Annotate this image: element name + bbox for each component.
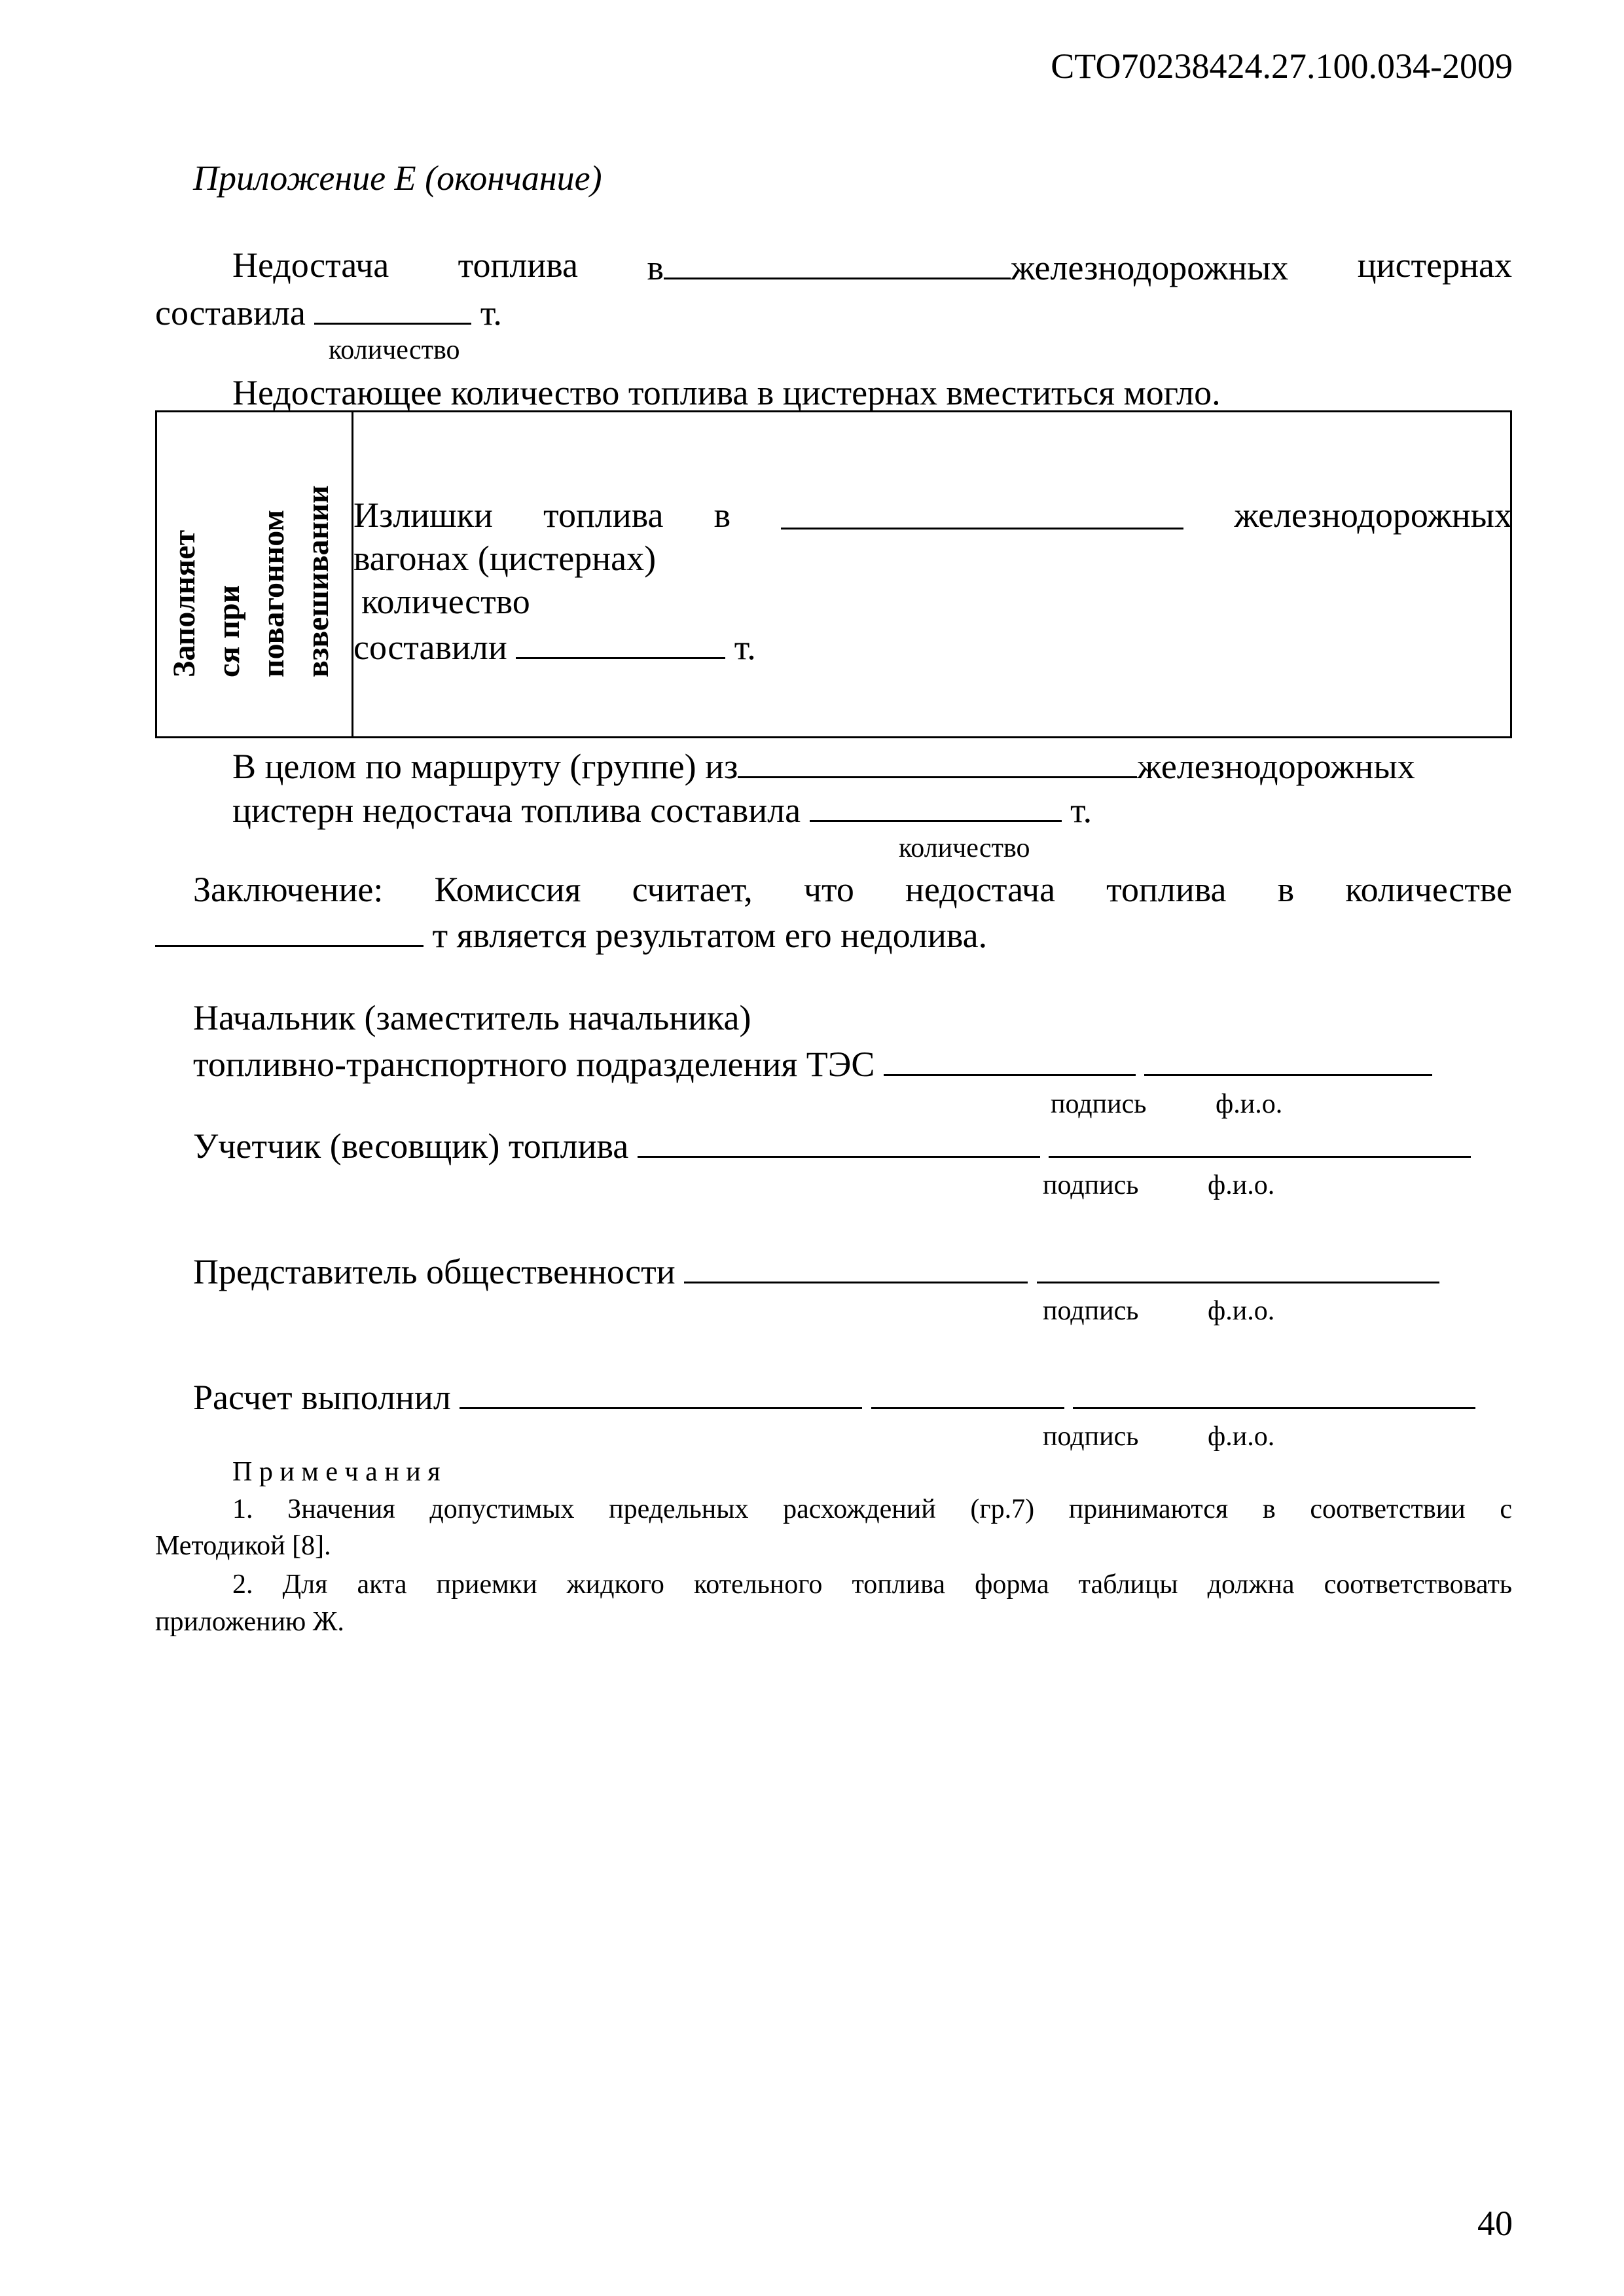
word: в (1277, 870, 1295, 909)
accountant-signature-row (193, 1126, 1471, 1164)
route-quantity-caption: количество (899, 833, 1030, 863)
appendix-title: Приложение Е (окончание) (193, 158, 602, 198)
word: в (647, 248, 664, 287)
conclusion-text: т является результатом его недолива. (432, 916, 988, 955)
name-caption: ф.и.о. (1216, 1089, 1283, 1119)
wagon-count-blank[interactable] (781, 497, 1183, 529)
chief-title-line-1: Начальник (заместитель начальника) (193, 998, 751, 1037)
vertical-label-line-2: ся при (211, 584, 246, 677)
word: топлива (1106, 870, 1227, 909)
tank-count-blank[interactable] (664, 247, 1011, 279)
sign-caption: подпись (1043, 1170, 1139, 1200)
name-caption: ф.и.о. (1208, 1170, 1275, 1200)
note-2-line-1: 2. Для акта приемки жидкого котельного топлива форма таблицы должна соответствовать (232, 1570, 1512, 1600)
calc-name-field[interactable] (1073, 1377, 1475, 1409)
word: Комиссия (434, 870, 581, 909)
chief-signature-field[interactable] (884, 1044, 1136, 1076)
accountant-title: Учетчик (весовщик) топлива (193, 1126, 629, 1166)
word: Недостача (232, 245, 389, 285)
word: топлива (543, 495, 664, 535)
conclusion-line-2 (155, 915, 987, 953)
calc-signature-row (193, 1377, 1475, 1415)
public-rep-signature-row (193, 1251, 1439, 1289)
word: считает, (632, 870, 753, 909)
sign-caption: подпись (1043, 1296, 1139, 1326)
weighing-box (155, 410, 1512, 738)
conclusion-line-1 (193, 872, 1512, 907)
surplus-caption: количество (361, 582, 530, 621)
route-line-1 (232, 746, 1415, 784)
note-2-line-2: приложению Ж. (155, 1607, 344, 1637)
word: в (713, 495, 731, 535)
surplus-amount-blank[interactable] (516, 627, 725, 659)
surplus-amount-label: составили (353, 628, 507, 667)
route-shortage-blank[interactable] (810, 790, 1062, 822)
surplus-line-4 (353, 627, 756, 665)
route-tank-count-blank[interactable] (738, 746, 1137, 778)
public-rep-title: Представитель общественности (193, 1252, 676, 1291)
conclusion-label: Заключение: (193, 870, 384, 909)
calc-position-field[interactable] (460, 1377, 862, 1409)
word: цистернах (1357, 245, 1512, 285)
unit-label: т. (480, 293, 502, 332)
unit-label: т. (734, 628, 756, 667)
shortage-amount-label: составила (155, 293, 306, 332)
vertical-label-line-4: взвешивании (300, 485, 335, 677)
name-caption: ф.и.о. (1208, 1296, 1275, 1326)
accountant-signature-field[interactable] (638, 1126, 1040, 1158)
chief-signature-row (193, 1044, 1432, 1082)
route-line-2 (232, 790, 1092, 828)
conclusion-amount-blank[interactable] (155, 915, 424, 947)
chief-title-line-2: топливно-транспортного подразделения ТЭС (193, 1045, 875, 1084)
route-label: В целом по маршруту (группе) из (232, 747, 738, 786)
word: количестве (1345, 870, 1512, 909)
shortage-amount-blank[interactable] (314, 293, 471, 325)
public-rep-name-field[interactable] (1037, 1251, 1439, 1283)
document-code: СТО70238424.27.100.034-2009 (1051, 46, 1513, 86)
vertical-label-line-1: Заполняет (167, 529, 202, 677)
vertical-label-line-3: повагонном (256, 509, 291, 677)
note-1-line-1: 1. Значения допустимых предельных расхождений (гр.7) принимаются в соответствии с (232, 1494, 1512, 1524)
word: железнодорожных (1234, 495, 1512, 535)
public-rep-signature-field[interactable] (684, 1251, 1028, 1283)
surplus-line-2: вагонах (цистернах) (353, 539, 657, 578)
unit-label: т. (1070, 791, 1092, 830)
shortage-line-1 (232, 247, 1512, 285)
route-shortage-label: цистерн недостача топлива составила (232, 791, 801, 830)
calc-by-title: Расчет выполнил (193, 1378, 451, 1417)
word: топлива (458, 245, 579, 285)
name-caption: ф.и.о. (1208, 1422, 1275, 1452)
note-1-line-2: Методикой [8]. (155, 1531, 331, 1561)
word: железнодорожных (1010, 248, 1289, 287)
chief-name-field[interactable] (1144, 1044, 1432, 1076)
word: недостача (905, 870, 1056, 909)
capacity-note: Недостающее количество топлива в цистернах вместиться могло. (232, 373, 1221, 412)
notes-heading: П р и м е ч а н и я (232, 1457, 441, 1487)
surplus-line-1 (353, 497, 1512, 533)
quantity-caption: количество (329, 335, 460, 365)
calc-signature-field[interactable] (871, 1377, 1064, 1409)
sign-caption: подпись (1051, 1089, 1147, 1119)
word: железнодорожных (1137, 747, 1415, 786)
sign-caption: подпись (1043, 1422, 1139, 1452)
accountant-name-field[interactable] (1049, 1126, 1471, 1158)
page-number: 40 (1477, 2204, 1513, 2243)
word: что (803, 870, 854, 909)
shortage-line-2 (155, 293, 502, 331)
word: Излишки (353, 495, 493, 535)
